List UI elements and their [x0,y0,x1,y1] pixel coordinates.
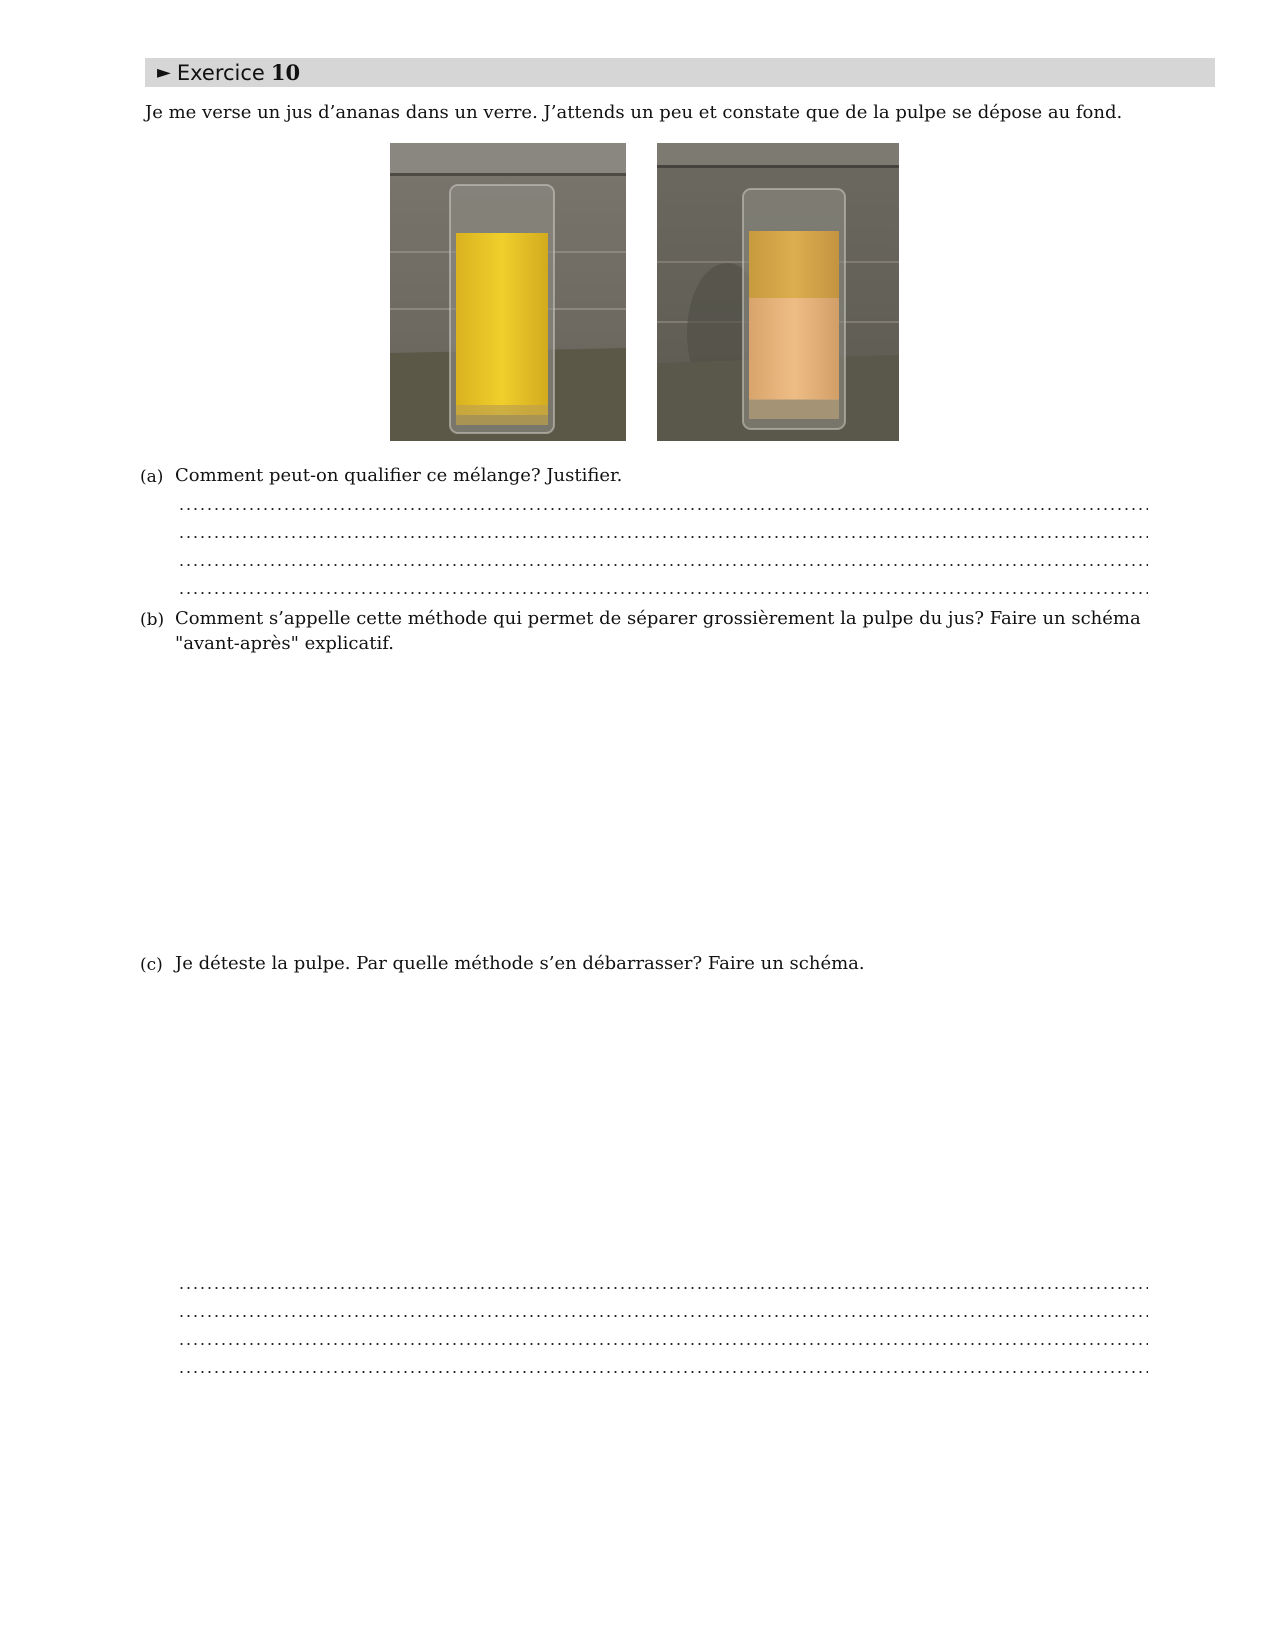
answer-line [178,508,1148,510]
exercise-intro: Je me verse un jus d’ananas dans un verre. J’attends un peu et constate que de la pulpe se dépose au fond. [145,102,1123,123]
answer-line [178,1371,1148,1373]
glass-of-pineapple-juice-photo [390,143,626,441]
settled-pineapple-juice-photo [657,143,899,441]
question-c-label: (c) [140,955,163,975]
question-a-label: (a) [140,467,164,487]
answer-line [178,1343,1148,1345]
question-a-text: Comment peut-on qualifier ce mélange? Justifier. [175,465,623,486]
question-b-text: Comment s’appelle cette méthode qui permet de séparer grossièrement la pulpe du jus? Faire un schéma "avant-après" explicatif. [175,608,1141,654]
exercise-number: 10 [270,60,301,85]
exercise-label: Exercice [176,60,265,85]
answer-line [178,1315,1148,1317]
exercise-arrow-icon: ► [157,62,171,83]
question-c-text: Je déteste la pulpe. Par quelle méthode s’en débarrasser? Faire un schéma. [175,953,865,974]
question-b-label: (b) [140,610,165,630]
answer-line [178,1287,1148,1289]
answer-line [178,564,1148,566]
answer-line [178,592,1148,594]
exercise-header [145,58,1215,87]
answer-line [178,536,1148,538]
